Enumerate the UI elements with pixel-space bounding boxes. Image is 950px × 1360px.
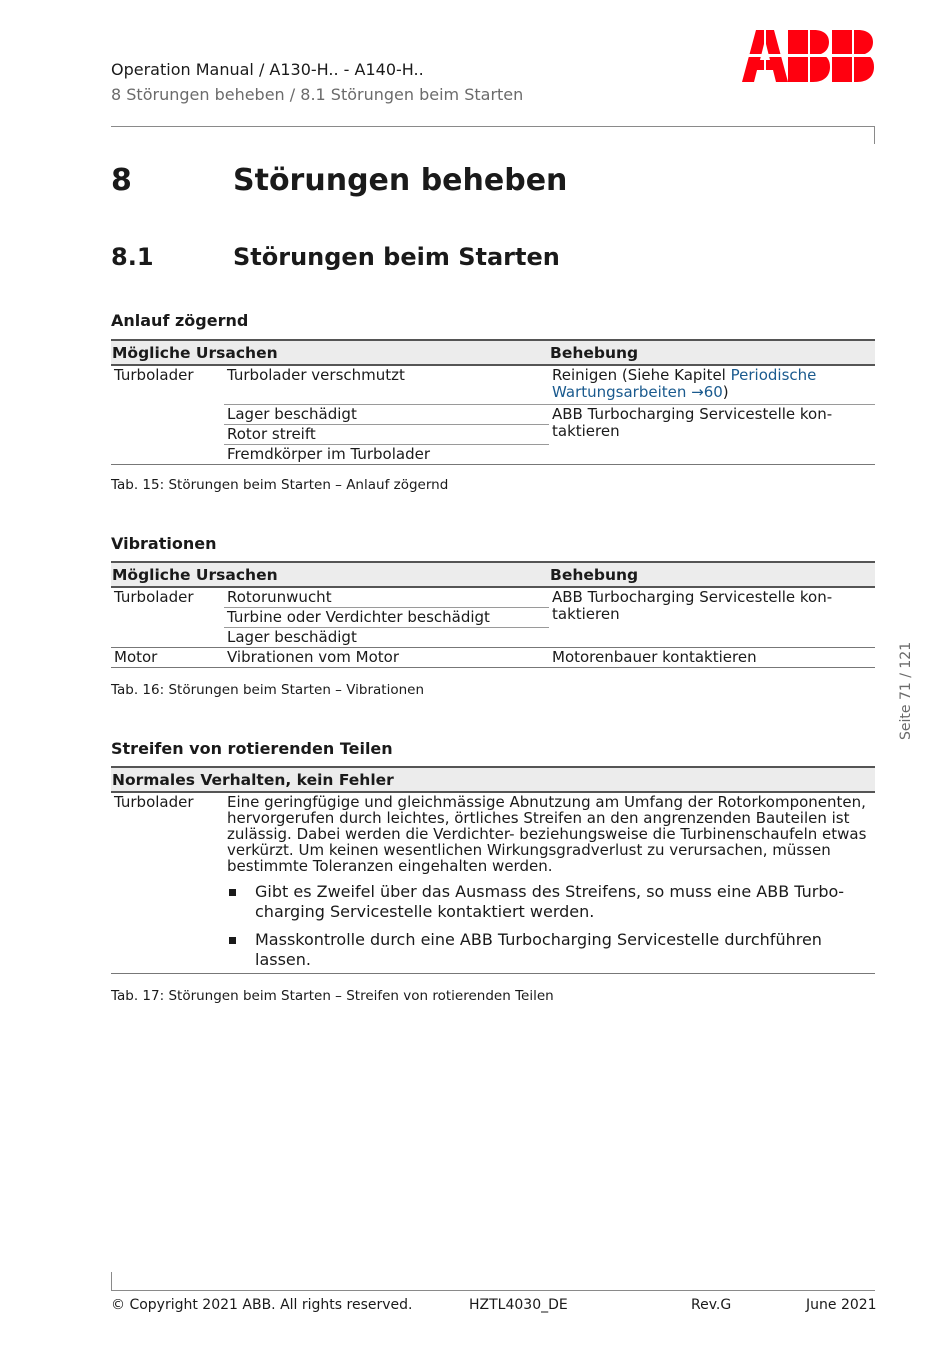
cause-cell: Turbolader verschmutzt bbox=[227, 366, 405, 384]
cause-cell: Turbine oder Verdichter beschädigt bbox=[224, 608, 549, 628]
bullet-square-icon bbox=[229, 889, 236, 896]
cause-cell: Rotor streift bbox=[224, 425, 549, 445]
cause-cell: Rotorunwucht bbox=[227, 588, 332, 606]
bullet-list bbox=[227, 882, 873, 970]
table-row bbox=[111, 587, 875, 608]
fix-cell: ABB Turbocharging Servicestelle kontaktieren bbox=[549, 587, 875, 648]
footer-copyright: © Copyright 2021 ABB. All rights reserved. bbox=[111, 1297, 413, 1313]
fix-text: Reinigen (Siehe Kapitel bbox=[552, 366, 731, 384]
table-row bbox=[111, 365, 875, 405]
description-cell bbox=[224, 792, 875, 974]
header-divider bbox=[111, 126, 875, 127]
document-title: Operation Manual / A130-H.. - A140-H.. bbox=[111, 60, 424, 79]
subsection-title-anlauf: Anlauf zögernd bbox=[111, 311, 249, 330]
table-row bbox=[111, 405, 875, 425]
footer-doc-id: HZTL4030_DE bbox=[469, 1297, 568, 1313]
footer-revision: Rev.G bbox=[691, 1297, 732, 1313]
breadcrumb: 8 Störungen beheben / 8.1 Störungen beim Starten bbox=[111, 85, 524, 104]
table-caption: Tab. 15: Störungen beim Starten – Anlauf zögernd bbox=[111, 477, 449, 493]
component-cell: Turbolader bbox=[111, 365, 224, 465]
component-cell: Turbolader bbox=[111, 792, 224, 974]
description-paragraph: Eine geringfügige und gleichmässige Abnutzung am Umfang der Rotorkomponenten, hervorgerufen durch leichtes, örtliches Streifen an den angrenzenden Bauteilen ist zulässig. Dabei werden die Verdichter- beziehungsweise die Turbinenschaufeln etwas verkürzt. Um keinen wesentlichen Wirkungsgradverlust zu verursachen, müssen bestimmte Toleranzen eingehalten werden. bbox=[227, 793, 867, 875]
fix-text-suffix: ) bbox=[722, 383, 729, 401]
subsection-title-streifen: Streifen von rotierenden Teilen bbox=[111, 739, 393, 758]
footer-date: June 2021 bbox=[806, 1297, 877, 1313]
chapter-title: Störungen beheben bbox=[233, 163, 568, 198]
table-streifen bbox=[111, 766, 875, 974]
fix-cell bbox=[549, 365, 875, 405]
footer-divider-tick bbox=[111, 1272, 112, 1290]
cause-cell: Lager beschädigt bbox=[224, 628, 549, 648]
table-row bbox=[111, 792, 875, 974]
list-item bbox=[227, 930, 873, 970]
section-number: 8.1 bbox=[111, 243, 154, 271]
bullet-text: Masskontrolle durch eine ABB Turbocharging Servicestelle durchführen lassen. bbox=[255, 930, 822, 969]
column-header-fix: Behebung bbox=[549, 340, 875, 365]
header-divider-tick bbox=[874, 126, 875, 144]
column-header-fix: Behebung bbox=[549, 562, 875, 587]
table-vibrationen bbox=[111, 561, 875, 668]
list-item bbox=[227, 882, 873, 922]
column-header-causes: Mögliche Ursachen bbox=[111, 562, 549, 587]
table-anlauf-zoegernd bbox=[111, 339, 875, 465]
bullet-text: Gibt es Zweifel über das Ausmass des Streifens, so muss eine ABB Turbocharging Servicestelle kontaktiert werden. bbox=[255, 882, 845, 921]
bullet-square-icon bbox=[229, 937, 236, 944]
chapter-link[interactable]: Periodische Wartungsarbeiten →60 bbox=[552, 366, 817, 401]
cause-cell: Vibrationen vom Motor bbox=[224, 648, 549, 668]
column-header-behaviour: Normales Verhalten, kein Fehler bbox=[111, 767, 875, 792]
section-title: Störungen beim Starten bbox=[233, 243, 560, 271]
table-row bbox=[111, 648, 875, 668]
component-cell: Turbolader bbox=[111, 587, 224, 648]
footer-divider bbox=[111, 1290, 875, 1291]
fix-cell: ABB Turbocharging Servicestelle kontaktieren bbox=[549, 405, 875, 465]
table-caption: Tab. 17: Störungen beim Starten – Streifen von rotierenden Teilen bbox=[111, 988, 554, 1004]
fix-cell: Motorenbauer kontaktieren bbox=[549, 648, 875, 668]
abb-logo bbox=[742, 30, 876, 82]
cause-cell: Lager beschädigt bbox=[224, 405, 549, 425]
table-caption: Tab. 16: Störungen beim Starten – Vibrationen bbox=[111, 682, 425, 698]
cause-cell: Fremdkörper im Turbolader bbox=[224, 445, 549, 465]
chapter-number: 8 bbox=[111, 163, 132, 198]
page-number-side: Seite 71 / 121 bbox=[898, 641, 914, 740]
subsection-title-vibrationen: Vibrationen bbox=[111, 534, 217, 553]
column-header-causes: Mögliche Ursachen bbox=[111, 340, 549, 365]
component-cell: Motor bbox=[111, 648, 224, 668]
